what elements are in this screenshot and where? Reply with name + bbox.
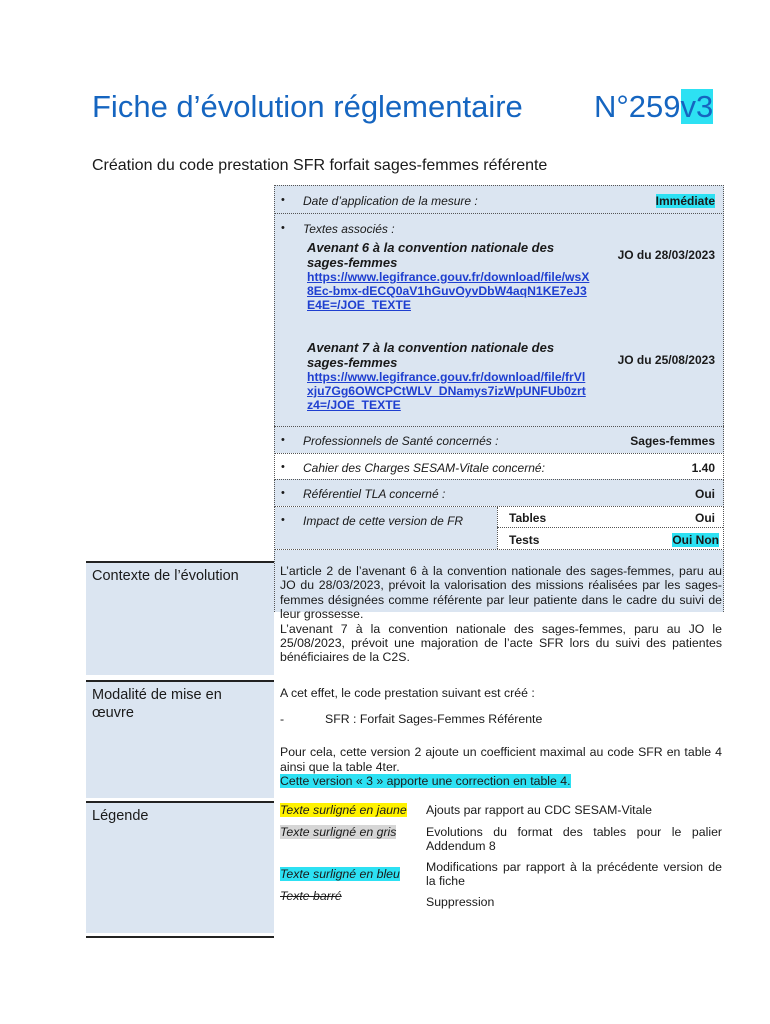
legende-key-yellow: Texte surligné en jaune [280, 803, 407, 817]
impact-divider [497, 507, 498, 549]
title-version: v3 [680, 89, 714, 124]
legende-desc-blue: Modifications par rapport à la précédente version de la fiche [426, 860, 722, 889]
impact-label: Impact de cette version de FR [303, 514, 464, 528]
legende-row-blue [280, 860, 722, 890]
legende-key-gray: Texte surligné en gris [280, 825, 397, 839]
contexte-p1: L’article 2 de l’avenant 6 à la convention nationale des sages-femmes, paru au JO du 28/03/2023, prévoit la valorisation des missions réalisées par les sages-femmes désignées comme référente par leur patiente dans le cadre du suivi de leur grossesse. [280, 564, 722, 622]
meta-row-impact [274, 506, 724, 550]
legende-key-blue: Texte surligné en bleu [280, 867, 400, 881]
bullet-icon: • [281, 514, 285, 526]
texte-link-1[interactable]: https://www.legifrance.gouv.fr/download/file/wsX8Ec-bmx-dECQ0aV1hGuvOyvDbW4aqN1KE7eJ3E4E=/JOE_TEXTE [307, 270, 590, 312]
contexte-p2: L’avenant 7 à la convention nationale des sages-femmes, paru au JO le 25/08/2023, prévoit une majoration de l’acte SFR lors du suivi des patientes bénéficiaires de la C2S. [280, 621, 722, 665]
tests-value: Oui Non [672, 533, 719, 547]
textes-label: Textes associés : [303, 222, 395, 236]
bullet-icon: • [281, 487, 285, 499]
cdc-value: 1.40 [691, 461, 715, 475]
modalite-body [280, 686, 722, 789]
contexte-body [280, 564, 722, 665]
bullet-icon: • [281, 194, 285, 206]
modalite-label: Modalité de mise en œuvre [86, 680, 274, 798]
bullet-icon: • [281, 461, 285, 473]
legende-row-yellow [280, 803, 722, 823]
pro-label: Professionnels de Santé concernés : [303, 434, 499, 448]
contexte-label: Contexte de l’évolution [86, 561, 274, 675]
page-title [92, 84, 732, 130]
tables-label: Tables [509, 511, 547, 525]
meta-row-cdc [274, 453, 724, 480]
bullet-icon: • [281, 222, 285, 234]
date-label: Date d’application de la mesure : [303, 194, 478, 208]
modalite-p3: Cette version « 3 » apporte une correction en table 4. [280, 774, 571, 789]
modalite-p2: Pour cela, cette version 2 ajoute un coefficient maximal au code SFR en table 4 ainsi que la table 4ter. [280, 745, 722, 774]
impact-subdivider [497, 527, 723, 528]
legende-row-gray [280, 825, 722, 855]
tests-label: Tests [509, 533, 540, 547]
meta-row-tla [274, 479, 724, 507]
legende-desc-gray: Evolutions du format des tables pour le palier Addendum 8 [426, 825, 722, 854]
modalite-item [280, 712, 722, 726]
title-number-group [594, 84, 713, 130]
meta-row-pro [274, 426, 724, 454]
texte-item-1 [307, 240, 591, 312]
texte-jo-2: JO du 25/08/2023 [617, 353, 715, 367]
legende-desc-yellow: Ajouts par rapport au CDC SESAM-Vitale [426, 803, 652, 817]
tables-value: Oui [695, 511, 715, 525]
cdc-label: Cahier des Charges SESAM-Vitale concerné: [303, 461, 545, 475]
texte-item-2 [307, 340, 591, 412]
title-main: Fiche d’évolution réglementaire [92, 89, 523, 124]
texte-jo-1: JO du 28/03/2023 [617, 248, 715, 262]
bottom-divider [86, 936, 274, 938]
texte-title-1: Avenant 6 à la convention nationale des sages-femmes [307, 240, 555, 270]
bullet-icon: • [281, 434, 285, 446]
legende-key-strike: Texte barré [280, 889, 342, 903]
pro-value: Sages-femmes [630, 434, 715, 448]
date-value: Immédiate [655, 194, 715, 208]
legende-label: Légende [86, 801, 274, 933]
modalite-dash: - [280, 712, 285, 727]
legende-desc-strike: Suppression [426, 895, 495, 909]
texte-link-2[interactable]: https://www.legifrance.gouv.fr/download/file/frVlxju7Gg6OWCPCtWLV_DNamys7izWpUNFUb0zrtz4=/JOE_TEXTE [307, 370, 586, 412]
modalite-intro: A cet effet, le code prestation suivant est créé : [280, 686, 535, 700]
meta-row-date [274, 185, 724, 214]
texte-title-2: Avenant 7 à la convention nationale des sages-femmes [307, 340, 555, 370]
modalite-item-text: SFR : Forfait Sages-Femmes Référente [325, 712, 543, 727]
title-number: N°259 [594, 89, 681, 124]
tla-label: Référentiel TLA concerné : [303, 487, 446, 501]
page-subtitle: Création du code prestation SFR forfait sages-femmes référente [92, 157, 548, 174]
meta-row-textes [274, 213, 724, 612]
legende-row-strike [280, 889, 722, 909]
tla-value: Oui [695, 487, 715, 501]
